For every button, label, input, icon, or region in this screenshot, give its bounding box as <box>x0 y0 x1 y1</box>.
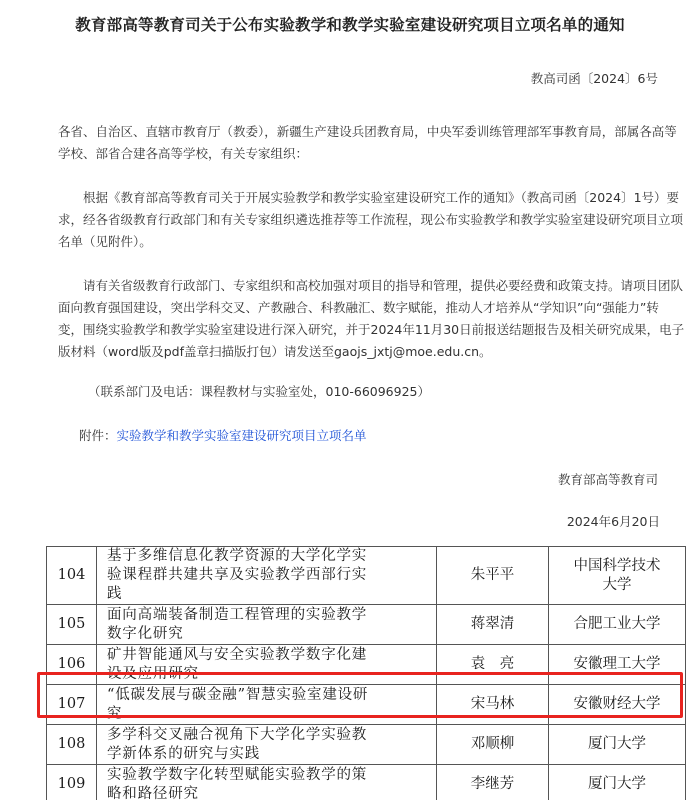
project-leader: 李继芳 <box>437 765 549 800</box>
project-leader: 邓顺柳 <box>437 725 549 765</box>
project-number: 108 <box>47 725 97 765</box>
table-row <box>47 725 686 765</box>
recipients-line: 各省、自治区、直辖市教育厅（教委），新疆生产建设兵团教育局，中央军委训练管理部军事教育局，部属各高等 <box>58 124 677 139</box>
university: 厦门大学 <box>549 765 686 800</box>
project-table <box>46 546 686 800</box>
project-number: 107 <box>47 685 97 725</box>
paragraph-line: 请有关省级教育行政部门、专家组织和高校加强对项目的指导和管理，提供必要经费和政策支持。请项目团队 <box>83 278 684 293</box>
table-row <box>47 765 686 800</box>
paragraph-line: 根据《教育部高等教育司关于开展实验教学和教学实验室建设研究工作的通知》（教高司函〔2024〕1号）要 <box>83 190 680 205</box>
project-title: 基于多维信息化教学资源的大学化学实 验课程群共建共享及实验教学西部行实 践 <box>97 547 437 605</box>
project-leader: 宋马林 <box>437 685 549 725</box>
document-number: 教高司函〔2024〕6号 <box>530 71 658 86</box>
university: 安徽财经大学 <box>549 685 686 725</box>
table-row-highlighted <box>47 685 686 725</box>
project-number: 109 <box>47 765 97 800</box>
table-row <box>47 547 686 605</box>
notice-title: 教育部高等教育司关于公布实验教学和教学实验室建设研究项目立项名单的通知 <box>75 16 625 34</box>
table-row <box>47 645 686 685</box>
paragraph-line: 求，经各省级教育行政部门和有关专家组织遴选推荐等工作流程，现公布实验教学和教学实验室建设研究项目立项 <box>58 212 684 227</box>
attachment <box>79 426 367 444</box>
project-leader: 朱平平 <box>437 547 549 605</box>
project-title: 实验教学数字化转型赋能实验教学的策 略和路径研究 <box>97 765 437 800</box>
issue-date: 2024年6月20日 <box>566 514 660 529</box>
project-title: 多学科交叉融合视角下大学化学实验教 学新体系的研究与实践 <box>97 725 437 765</box>
project-leader: 袁 亮 <box>437 645 549 685</box>
paragraph-line: 名单（见附件）。 <box>58 234 152 249</box>
project-title: 矿井智能通风与安全实验教学数字化建 设及应用研究 <box>97 645 437 685</box>
university: 安徽理工大学 <box>549 645 686 685</box>
university: 厦门大学 <box>549 725 686 765</box>
paragraph-line: 版材料（word版及pdf盖章扫描版打包）请发送至gaojs_jxtj@moe.edu.cn。 <box>58 344 492 359</box>
project-list-excerpt <box>0 536 700 800</box>
project-number: 105 <box>47 605 97 645</box>
university: 合肥工业大学 <box>549 605 686 645</box>
project-number: 104 <box>47 547 97 605</box>
paragraph-line: 变，围绕实验教学和教学实验室建设进行深入研究，并于2024年11月30日前报送结题报告及相关研究成果，电子 <box>58 322 685 337</box>
project-title: “低碳发展与碳金融”智慧实验室建设研 究 <box>97 685 437 725</box>
project-title: 面向高端装备制造工程管理的实验教学 数字化研究 <box>97 605 437 645</box>
paragraph-requirements <box>58 275 685 363</box>
project-number: 106 <box>47 645 97 685</box>
recipients <box>58 121 677 165</box>
table-row <box>47 605 686 645</box>
university: 中国科学技术 大学 <box>549 547 686 605</box>
attachment-label: 附件： <box>79 428 117 443</box>
attachment-link[interactable]: 实验教学和教学实验室建设研究项目立项名单 <box>116 428 367 443</box>
recipients-line: 学校、部省合建各高等学校，有关专家组织： <box>58 146 309 161</box>
paragraph-basis <box>58 187 684 253</box>
paragraph-line: 面向教育强国建设，突出学科交叉、产教融合、科教融汇、数字赋能，推动人才培养从“学知识”向“强能力”转 <box>58 300 659 315</box>
signer: 教育部高等教育司 <box>557 472 658 487</box>
contact-info: （联系部门及电话：课程教材与实验室处，010-66096925） <box>88 384 430 399</box>
project-leader: 蒋翠清 <box>437 605 549 645</box>
